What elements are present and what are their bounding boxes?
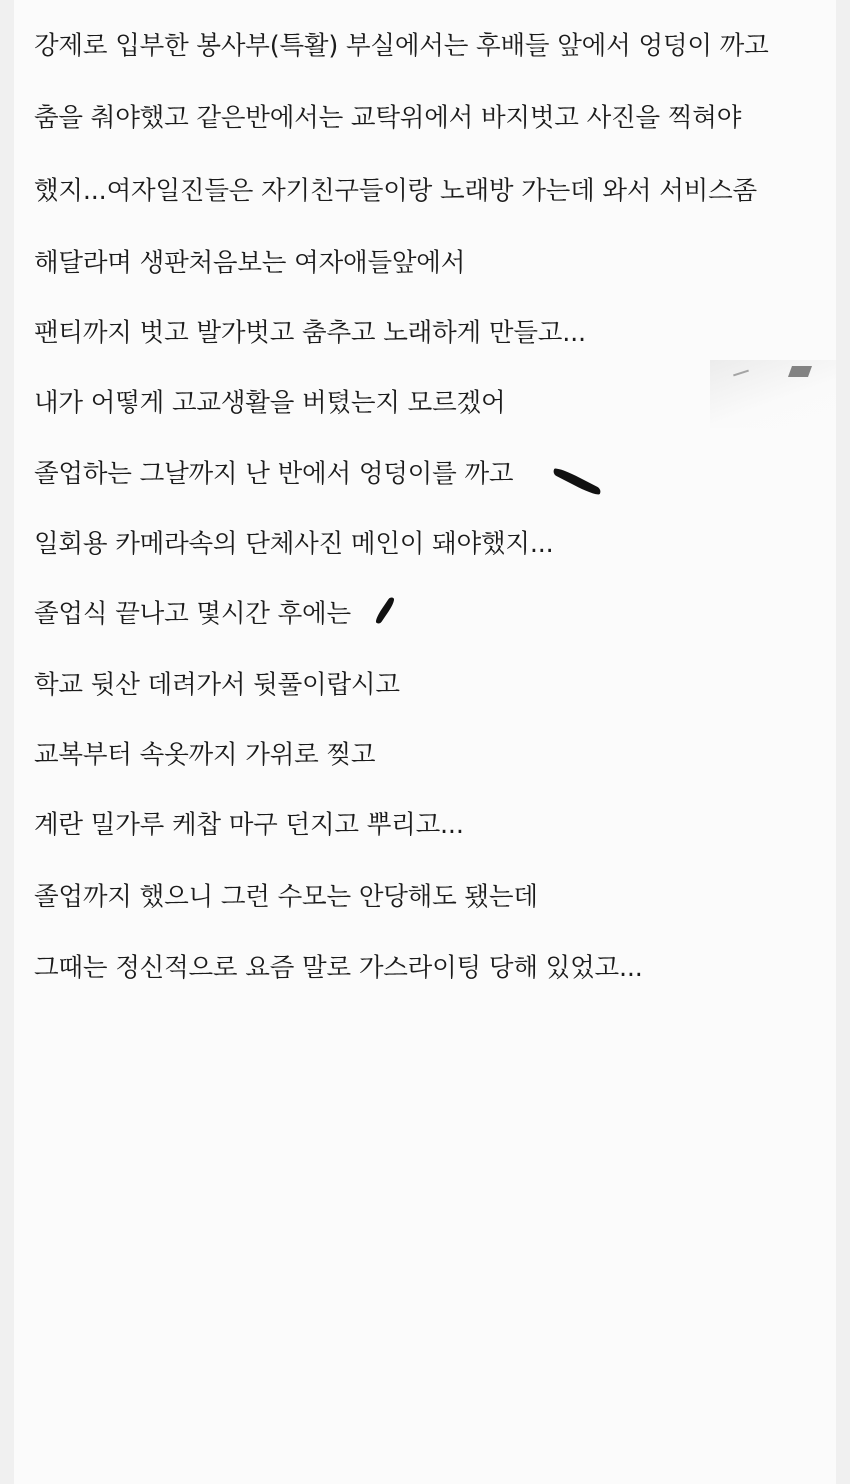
paragraph-8: 일회용 카메라속의 단체사진 메인이 돼야했지... bbox=[34, 528, 554, 559]
paragraph-5: 팬티까지 벗고 발가벗고 춤추고 노래하게 만들고... bbox=[34, 318, 586, 349]
paragraph-7: 졸업하는 그날까지 난 반에서 엉덩이를 까고 bbox=[34, 458, 514, 489]
paragraph-14: 그때는 정신적으로 요즘 말로 가스라이팅 당해 있었고... bbox=[34, 952, 643, 983]
paragraph-10: 학교 뒷산 데려가서 뒷풀이랍시고 bbox=[34, 669, 400, 700]
paragraph-9: 졸업식 끝나고 몇시간 후에는 bbox=[34, 599, 351, 630]
paragraph-12: 계란 밀가루 케찹 마구 던지고 뿌리고... bbox=[34, 810, 464, 841]
paragraph-2: 춤을 춰야했고 같은반에서는 교탁위에서 바지벗고 사진을 찍혀야 bbox=[34, 103, 742, 134]
paragraph-1: 강제로 입부한 봉사부(특활) 부실에서는 후배들 앞에서 엉덩이 까고 bbox=[34, 31, 769, 61]
paragraph-6: 내가 어떻게 고교생활을 버텼는지 모르겠어 bbox=[34, 388, 506, 419]
paragraph-13: 졸업까지 했으니 그런 수모는 안당해도 됐는데 bbox=[34, 882, 538, 913]
paragraph-3: 했지...여자일진들은 자기친구들이랑 노래방 가는데 와서 서비스좀 bbox=[34, 175, 757, 206]
paragraph-11: 교복부터 속옷까지 가위로 찢고 bbox=[34, 739, 376, 770]
paragraph-4: 해달라며 생판처음보는 여자애들앞에서 bbox=[34, 247, 466, 278]
